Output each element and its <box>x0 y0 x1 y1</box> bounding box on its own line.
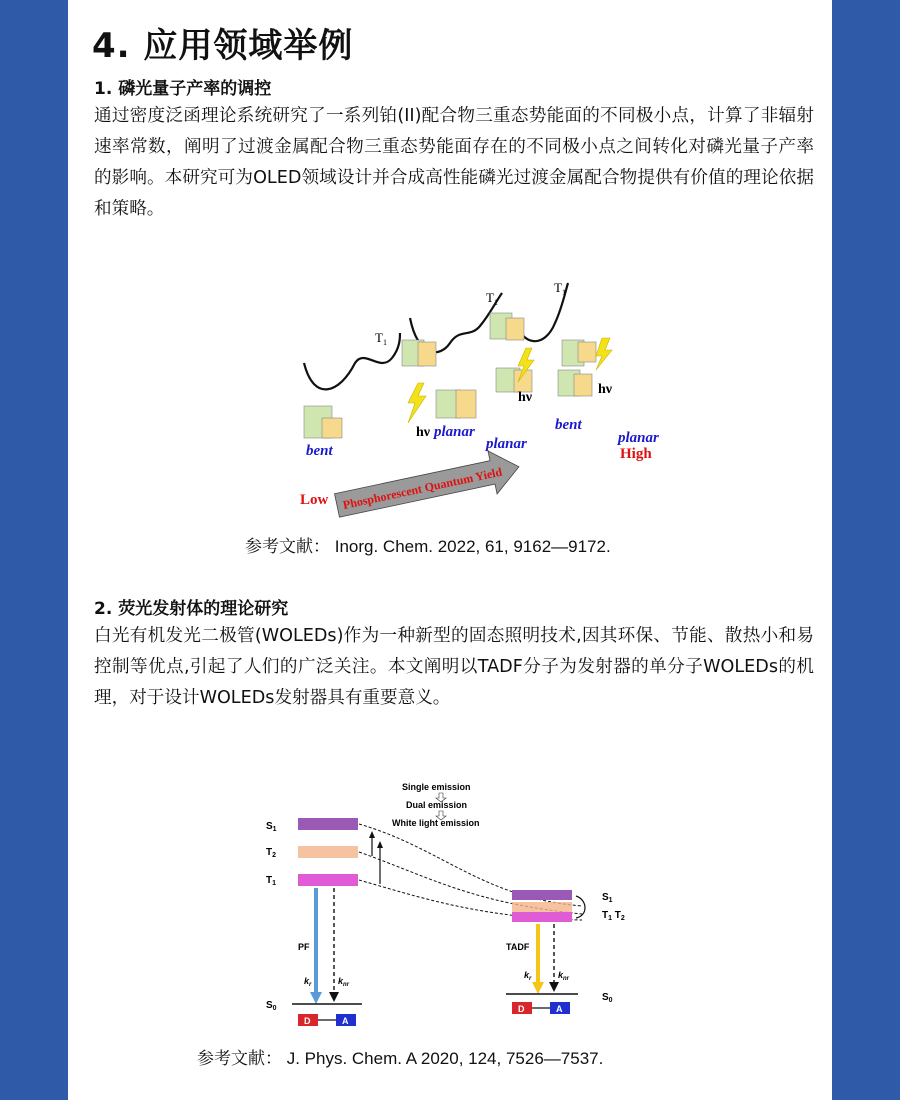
figure-tadf-mechanism <box>262 778 662 1033</box>
document-page <box>68 0 832 1100</box>
white-light-label: White light emission <box>392 818 480 828</box>
s1-band-right <box>512 890 572 900</box>
molecule-planar-1 <box>436 390 476 418</box>
pf-label: PF <box>298 942 310 952</box>
molecule-6 <box>562 340 596 366</box>
lightning-bolt-icon <box>596 338 612 370</box>
molecule-3 <box>496 368 532 392</box>
kr-label-left: $k_r$ <box>304 976 312 988</box>
molecule-bent-1 <box>304 406 342 438</box>
section-2-reference: 参考文献： J. Phys. Chem. A 2020, 124, 7526—7537. <box>197 1049 604 1068</box>
svg-text:A: A <box>342 1016 349 1026</box>
planar-label-2: planar <box>486 436 527 452</box>
t1-band-left <box>298 874 358 886</box>
section-2-heading: 2. 荧光发射体的理论研究 <box>94 599 289 619</box>
svg-text:D: D <box>518 1004 525 1014</box>
molecule-5 <box>558 370 592 396</box>
s1-band-left <box>298 818 358 830</box>
lightning-bolt-icon <box>408 383 426 423</box>
figure-phosphorescence <box>300 278 659 513</box>
s1-label-left: $S_1$ <box>266 821 277 833</box>
s0-label-right: $S_0$ <box>602 992 613 1004</box>
t2-band-right <box>512 902 572 912</box>
kr-label-right: $k_r$ <box>524 970 532 982</box>
svg-text:D: D <box>304 1016 311 1026</box>
tadf-label: TADF <box>506 942 530 952</box>
bent-label-2: bent <box>555 417 582 433</box>
svg-text:A: A <box>556 1004 563 1014</box>
t1-label-1: $T_1$ <box>375 330 387 347</box>
t1-band-right <box>512 912 572 922</box>
section-1-reference: 参考文献： Inorg. Chem. 2022, 61, 9162—9172. <box>245 537 611 556</box>
t2-band-left <box>298 846 358 858</box>
molecule-4 <box>402 340 436 366</box>
hv-label-3: hν <box>598 382 613 397</box>
knr-label-right: $k_{nr}$ <box>558 970 570 982</box>
s1-label-right: $S_1$ <box>602 892 613 904</box>
section-title: 4. 应用领域举例 <box>92 26 354 66</box>
section-2-paragraph: 白光有机发光二极管(WOLEDs)作为一种新型的固态照明技术,因其环保、节能、散热小和易控制等优点,引起了人们的广泛关注。本文阐明以TADF分子为发射器的单分子WOLEDs的机理，对于设计WOLEDs发射器具有重要意义。 <box>94 626 814 708</box>
t1-label-3: $T_1$ <box>554 280 566 297</box>
high-label: High <box>620 446 652 462</box>
t2-label-left: $T_2$ <box>266 847 277 859</box>
knr-label-left: $k_{nr}$ <box>338 976 350 988</box>
bent-label-1: bent <box>306 443 333 459</box>
hv-label-1: hν <box>416 425 431 440</box>
quantum-yield-label: Phosphorescent Quantum Yield <box>341 464 504 513</box>
planar-label-1: planar <box>434 424 475 440</box>
dual-emission-label: Dual emission <box>406 800 468 810</box>
t1-label-2: $T_1$ <box>486 290 498 307</box>
t1t2-label-right: $T_1$ $T_2$ <box>602 910 625 922</box>
hv-label-2: hν <box>518 390 533 405</box>
single-emission-label: Single emission <box>402 782 471 792</box>
molecule-2 <box>490 313 524 340</box>
t1-label-left: $T_1$ <box>266 875 277 887</box>
section-1-heading: 1. 磷光量子产率的调控 <box>94 79 272 99</box>
low-label: Low <box>300 492 329 508</box>
s0-label-left: $S_0$ <box>266 1000 277 1012</box>
planar-label-3: planar <box>618 430 659 446</box>
section-1-paragraph: 通过密度泛函理论系统研究了一系列铂(II)配合物三重态势能面的不同极小点，计算了非辐射速率常数，阐明了过渡金属配合物三重态势能面存在的不同极小点之间转化对磷光量子产率的影响。本研究可为OLED领域设计并合成高性能磷光过渡金属配合物提供有价值的理论依据和策略。 <box>94 106 814 219</box>
